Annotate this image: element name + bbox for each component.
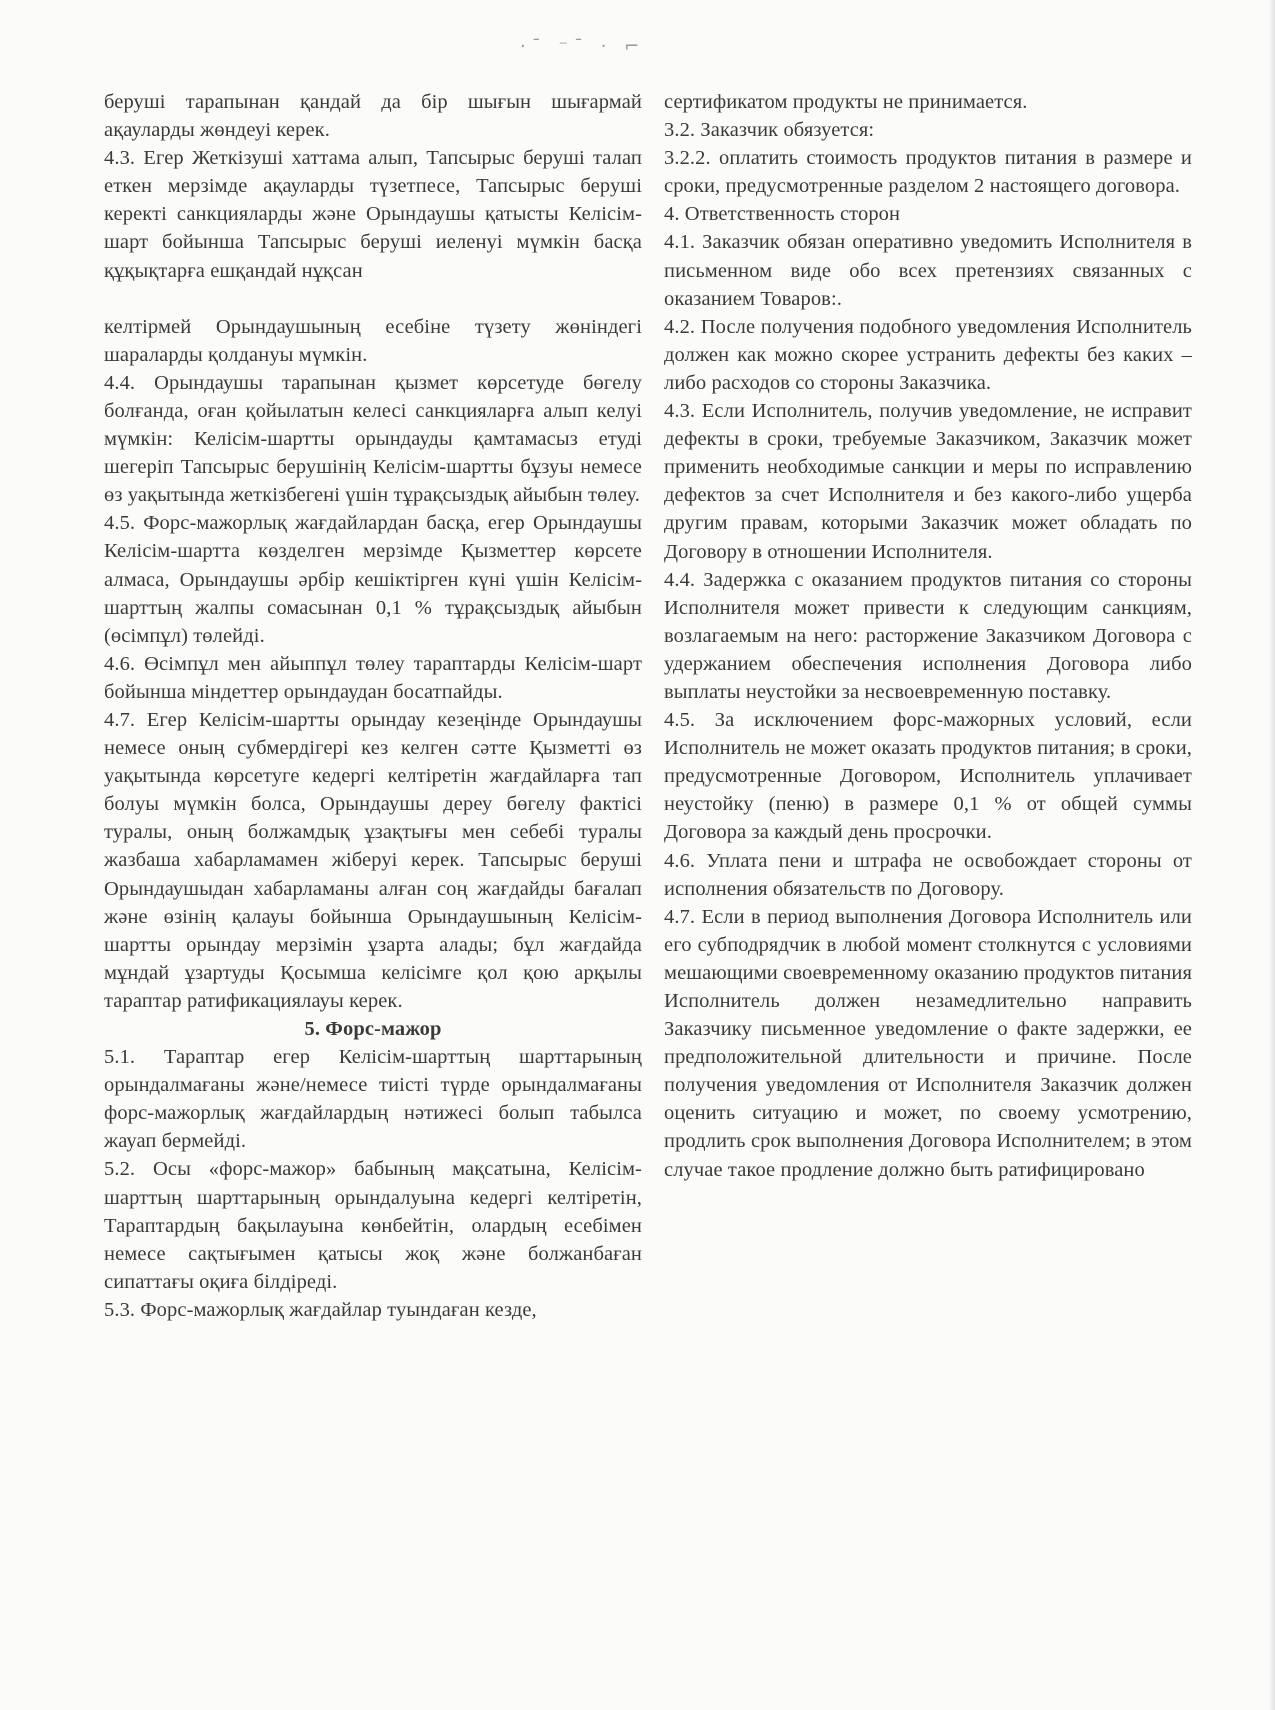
- ru-section-4-heading: 4. Ответственность сторон: [664, 203, 901, 226]
- kz-clause-5-2: 5.2. Осы «форс-мажор» бабының мақсатына, Келісім-шарттың шарттарының орындалуына кедергі келтіретін, Тараптардың бақылауына көнбейтін, олардың есебімен немесе сақтығымен қатысы жоқ және болжанбаған сипаттағы оқиға білдіреді.: [104, 1158, 642, 1293]
- kz-clause-4-7: 4.7. Егер Келісім-шартты орындау кезеңінде Орындаушы немесе оның субмердігері кез келген сәтте Қызметті өз уақытында көрсетуге кедергі келтіретін жағдайларға тап болуы мүмкін болса, Орындаушы дереу бөгелу фактісі туралы, оның болжамдық ұзақтығы мен себебі туралы жазбаша хабарламамен жіберуі керек. Тапсырыс беруші Орындаушыдан хабарламаны алған соң жағдайды бағалап және өзінің қалауы бойынша Орындаушының Келісім-шартты орындау мерзімін ұзарта алады; бұл жағдайда мұндай ұзартуды Қосымша келісімге қол қою арқылы тараптар ратификациялауы керек.: [104, 708, 642, 1012]
- scan-edge-shadow: [1269, 0, 1275, 1710]
- kz-paragraph-continuation: беруші тарапынан қандай да бір шығын шығармай ақауларды жөндеуі керек.: [104, 91, 642, 142]
- ru-paragraph-continuation: сертификатом продукты не принимается.: [664, 91, 1028, 113]
- ru-clause-4-4: 4.4. Задержка с оказанием продуктов питания со стороны Исполнителя может привести к следующим санкциям, возлагаемым на него: расторжение Заказчиком Договора с удержанием обеспечения исполнения Договора либо выплаты неустойки за несвоевременную поставку.: [664, 568, 1192, 703]
- kazakh-column: [104, 88, 642, 1324]
- russian-column: [664, 88, 1192, 1184]
- ru-clause-4-5: 4.5. За исключением форс-мажорных условий, если Исполнитель не может оказать продуктов питания; в сроки, предусмотренные Договором, Исполнитель уплачивает неустойку (пеню) в размере 0,1 % от общей суммы Договора за каждый день просрочки.: [664, 709, 1192, 844]
- kz-clause-5-3: 5.3. Форс-мажорлық жағдайлар туындаған кезде,: [104, 1298, 537, 1321]
- kz-clause-4-3-continuation: келтірмей Орындаушының есебіне түзету жөніндегі шараларды қолдануы мүмкін.: [104, 315, 642, 366]
- ru-clause-4-6: 4.6. Уплата пени и штрафа не освобождает стороны от исполнения обязательств по Договору.: [664, 849, 1192, 900]
- kz-clause-4-6: 4.6. Өсімпұл мен айыппұл төлеу тараптарды Келісім-шарт бойынша міндеттер орындаудан босатпайды.: [104, 652, 642, 703]
- ru-clause-3-2: 3.2. Заказчик обязуется:: [664, 119, 875, 142]
- kz-clause-5-1: 5.1. Тараптар егер Келісім-шарттың шарттарының орындалмағаны және/немесе тиісті түрде орындалмағаны форс-мажорлық жағдайлардың нәтижесі болып табылса жауап бермейді.: [104, 1046, 642, 1153]
- ru-clause-4-7: 4.7. Если в период выполнения Договора Исполнитель или его субподрядчик в любой момент столкнутся с условиями мешающими своевременному оказанию продуктов питания Исполнитель должен незамедлительно направить Заказчику письменное уведомление о факте задержки, ее предположительной длительности и причине. После получения уведомления от Исполнителя Заказчик должен оценить ситуацию и может, по своему усмотрению, продлить срок выполнения Договора Исполнителем; в этом случае такое продление должно быть ратифицировано: [664, 905, 1192, 1181]
- kz-clause-4-4: 4.4. Орындаушы тарапынан қызмет көрсетуде бөгелу болғанда, оған қойылатын келесі санкцияларға алып келуі мүмкін: Келісім-шартты орындауды қамтамасыз етуді шегеріп Тапсырыс берушінің Келісім-шартты бұзуы немесе өз уақытында жеткізбегені үшін тұрақсыздық айыбын төлеу.: [104, 371, 642, 507]
- section-5-heading: 5. Форс-мажор: [304, 1018, 442, 1040]
- column-gap: [104, 285, 642, 313]
- kz-clause-4-3: 4.3. Егер Жеткізуші хаттама алып, Тапсырыс беруші талап еткен мерзімде ақауларды түзетпесе, Тапсырыс беруші керекті санкцияларды және Орындаушы қатысты Келісім-шарт бойынша Тапсырыс беруші иеленуі мүмкін басқа құқықтарға ешқандай нұқсан: [104, 147, 642, 282]
- ru-clause-4-3: 4.3. Если Исполнитель, получив уведомление, не исправит дефекты в сроки, требуемые Заказчиком, Заказчик может применить необходимые санкции и меры по исправлению дефектов за счет Исполнителя и без какого-либо ущерба другим правам, которыми Заказчик может обладать по Договору в отношении Исполнителя.: [664, 400, 1192, 563]
- ru-clause-4-1: 4.1. Заказчик обязан оперативно уведомить Исполнителя в письменном виде обо всех претензиях связанных с оказанием Товаров:.: [664, 231, 1192, 310]
- kz-clause-4-5: 4.5. Форс-мажорлық жағдайлардан басқа, егер Орындаушы Келісім-шартта көзделген мерзімде Қызметтер көрсете алмаса, Орындаушы әрбір кешіктірген күні үшін Келісім-шарттың жалпы сомасынан 0,1 % тұрақсыздық айыбын (өсімпұл) төлейді.: [104, 512, 642, 647]
- scan-artifact: ·ˉ ⁻ˉ · ⌐: [520, 36, 646, 57]
- ru-clause-4-2: 4.2. После получения подобного уведомления Исполнитель должен как можно скорее устранить дефекты без каких – либо расходов со стороны Заказчика.: [664, 315, 1192, 394]
- ru-clause-3-2-2: 3.2.2. оплатить стоимость продуктов питания в размере и сроки, предусмотренные разделом 2 настоящего договора.: [664, 147, 1192, 198]
